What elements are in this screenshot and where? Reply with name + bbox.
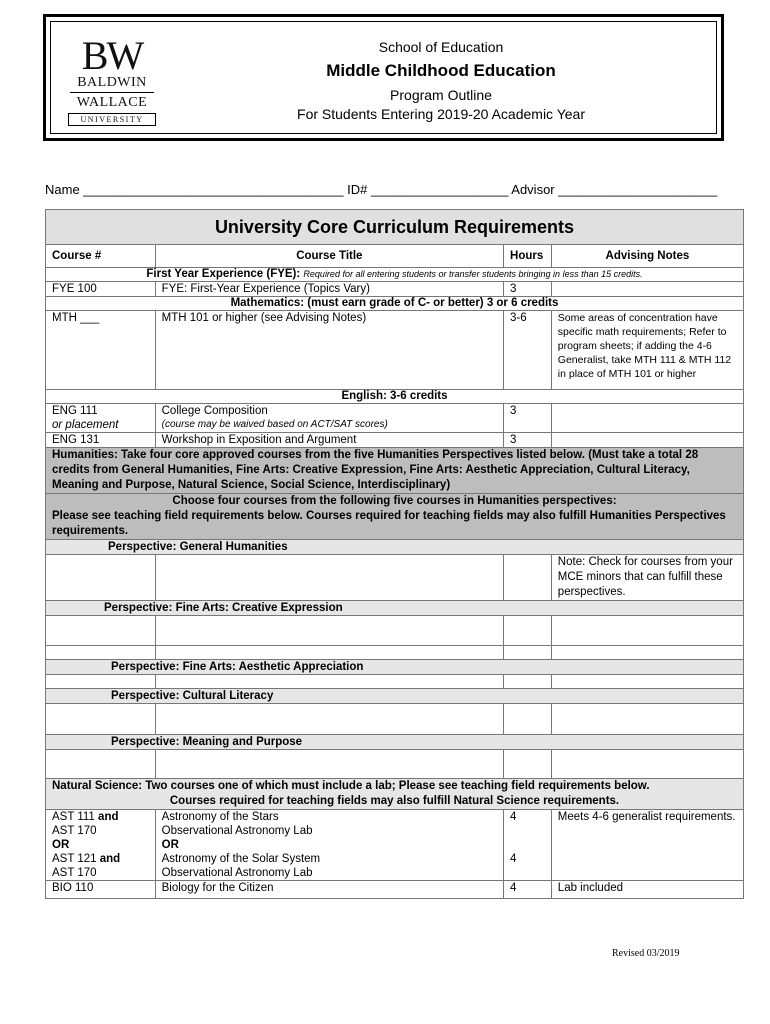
course-hours: 3 [504,404,552,433]
course-hours: 4 [510,811,517,823]
advising-note: Note: Check for courses from your MCE minors that can fulfill these perspectives. [551,555,743,601]
table-row [46,404,744,433]
math-heading: Mathematics: (must earn grade of C- or better) 3 or 6 credits [46,297,744,311]
fye-heading [46,268,744,282]
program-outline: Program Outline [390,87,492,103]
course-hours: 3 [504,282,552,297]
humanities-block: Humanities: Take four core approved courses from the five Humanities Perspectives listed below. (Must take a total 28 credits from General Humanities, Fine Arts: Creative Expression, Fine Arts: Aesthetic Appreciation, Cultural Literacy, Meaning and Purpose, Natural Science, Social Science, Interdisciplinary) [46,448,744,494]
table-row[interactable] [46,616,744,646]
course-num-alt: or placement [52,419,119,431]
course-title: Astronomy of the Solar System [161,853,321,865]
perspective-fine-arts-creative: Perspective: Fine Arts: Creative Expression [46,601,744,616]
science-heading-line1: Natural Science: Two courses one of which must include a lab; Please see teaching field requirements below. [52,780,650,792]
col-advising-notes: Advising Notes [551,245,743,268]
course-title: Observational Astronomy Lab [161,867,313,879]
program-title: Middle Childhood Education [326,61,556,80]
course-hours: 3-6 [504,311,552,390]
logo-university: UNIVERSITY [68,113,156,126]
and-label: and [98,811,119,823]
course-hours: 3 [504,433,552,448]
table-row [46,810,744,881]
advising-note: Some areas of concentration have specific math requirements; Refer to program sheets; if adding the 4-6 Generalist, take MTH 111 & MTH 112 in place of MTH 101 or higher [551,311,743,390]
advising-note: Lab included [551,881,743,899]
english-heading: English: 3-6 credits [46,390,744,404]
course-title: FYE: First-Year Experience (Topics Vary) [155,282,503,297]
school-name: School of Education [378,39,504,55]
humanities-choose-line: Choose four courses from the following five courses in Humanities perspectives: [172,495,617,507]
or-label: OR [52,839,70,851]
course-num: AST 170 [52,867,97,879]
table-row [46,282,744,297]
advising-note: Meets 4-6 generalist requirements. [551,810,743,881]
col-course-title: Course Title [155,245,503,268]
course-title: Biology for the Citizen [155,881,503,899]
col-hours: Hours [504,245,552,268]
core-curriculum-table [45,209,744,899]
fye-heading-note: Required for all entering students or transfer students bringing in less than 15 credits. [303,269,643,279]
course-num: MTH ___ [46,311,156,390]
table-row[interactable] [46,555,744,601]
table-row [46,433,744,448]
course-hours: 4 [510,853,517,865]
course-num: FYE 100 [46,282,156,297]
course-num: ENG 131 [46,433,156,448]
course-title-note: (course may be waived based on ACT/SAT scores) [161,419,388,430]
humanities-choose-block [46,494,744,540]
entering-year: For Students Entering 2019-20 Academic Year [297,106,585,122]
science-heading [46,779,744,810]
science-heading-line2: Courses required for teaching fields may also fulfill Natural Science requirements. [169,795,620,807]
course-title: Astronomy of the Stars [161,811,279,823]
table-row [46,881,744,899]
advising-note [551,404,743,433]
humanities-teaching-line: Please see teaching field requirements below. Courses required for teaching fields may also fulfill Humanities Perspectives requirements. [52,510,726,537]
table-title: University Core Curriculum Requirements [46,210,744,245]
perspective-general-humanities: Perspective: General Humanities [46,540,744,555]
fye-heading-label: First Year Experience (FYE): [146,268,301,280]
table-row[interactable] [46,675,744,689]
course-title: Workshop in Exposition and Argument [155,433,503,448]
perspective-fine-arts-aesthetic: Perspective: Fine Arts: Aesthetic Appreciation [46,660,744,675]
logo-rule [70,92,154,93]
table-row [46,311,744,390]
table-row[interactable] [46,704,744,735]
course-num: AST 111 [52,811,95,823]
table-row[interactable] [46,750,744,779]
course-num: AST 170 [52,825,97,837]
table-row[interactable] [46,646,744,660]
advising-note [551,433,743,448]
bw-logo [64,33,160,126]
course-num: AST 121 [52,853,97,865]
course-num: ENG 111 [52,405,98,417]
course-title: College Composition [161,405,268,417]
advising-note [551,282,743,297]
logo-baldwin: BALDWIN [77,75,147,90]
header-box [43,14,724,141]
name-id-advisor-line[interactable]: Name ____________________________________ ID# ___________________ Advisor ______________________ [45,182,718,197]
course-title: MTH 101 or higher (see Advising Notes) [155,311,503,390]
or-label: OR [161,839,179,851]
col-course-num: Course # [46,245,156,268]
perspective-cultural-literacy: Perspective: Cultural Literacy [46,689,744,704]
logo-wallace: WALLACE [76,95,148,110]
logo-mark: BW [81,33,143,78]
course-num: BIO 110 [46,881,156,899]
revised-date: Revised 03/2019 [612,948,680,959]
course-title: Observational Astronomy Lab [161,825,313,837]
course-hours: 4 [504,881,552,899]
perspective-meaning-purpose: Perspective: Meaning and Purpose [46,735,744,750]
and-label: and [99,853,121,865]
